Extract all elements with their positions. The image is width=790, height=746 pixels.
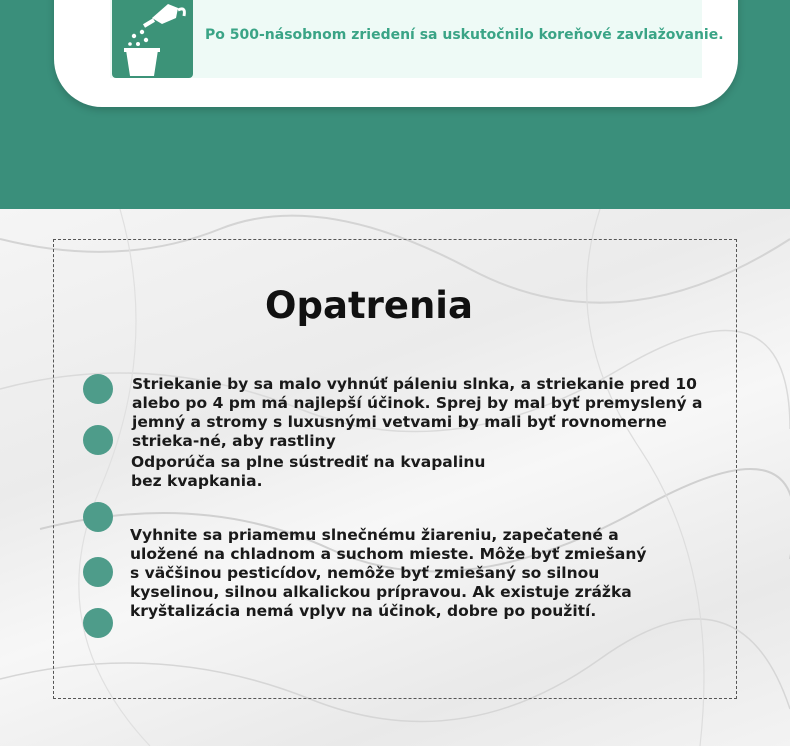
bullet-dot (83, 425, 113, 455)
dilution-tip-text: Po 500-násobnom zriedení sa uskutočnilo koreňové zavlažovanie. (205, 27, 724, 43)
bullet-dot (83, 557, 113, 587)
section-title: Opatrenia (265, 284, 473, 327)
precaution-item: Odporúča sa plne sústrediť na kvapalinu bez kvapkania. (131, 453, 486, 490)
watering-can-pot-icon (112, 0, 193, 78)
bullet-dot (83, 502, 113, 532)
bullet-dot (83, 608, 113, 638)
bullet-dot (83, 374, 113, 404)
precaution-item: Striekanie by sa malo vyhnúť páleniu slnka, a striekanie pred 10 alebo po 4 pm má najlepší účinok. Sprej by mal byť premyslený a jemný a stromy s luxusnými vetvami by mali byť rovnomerne strieka-né, aby rastliny (132, 375, 703, 450)
precaution-item: Vyhnite sa priamemu slnečnému žiareniu, zapečatené a uložené na chladnom a suchom mieste. Môže byť zmiešaný s väčšinou pesticídov, nemôže byť zmiešaný so silnou kyselinou, silnou alkalickou prípravou. Ak existuje zrážka kryštalizácia nemá vplyv na účinok, dobre po použití. (130, 526, 647, 620)
